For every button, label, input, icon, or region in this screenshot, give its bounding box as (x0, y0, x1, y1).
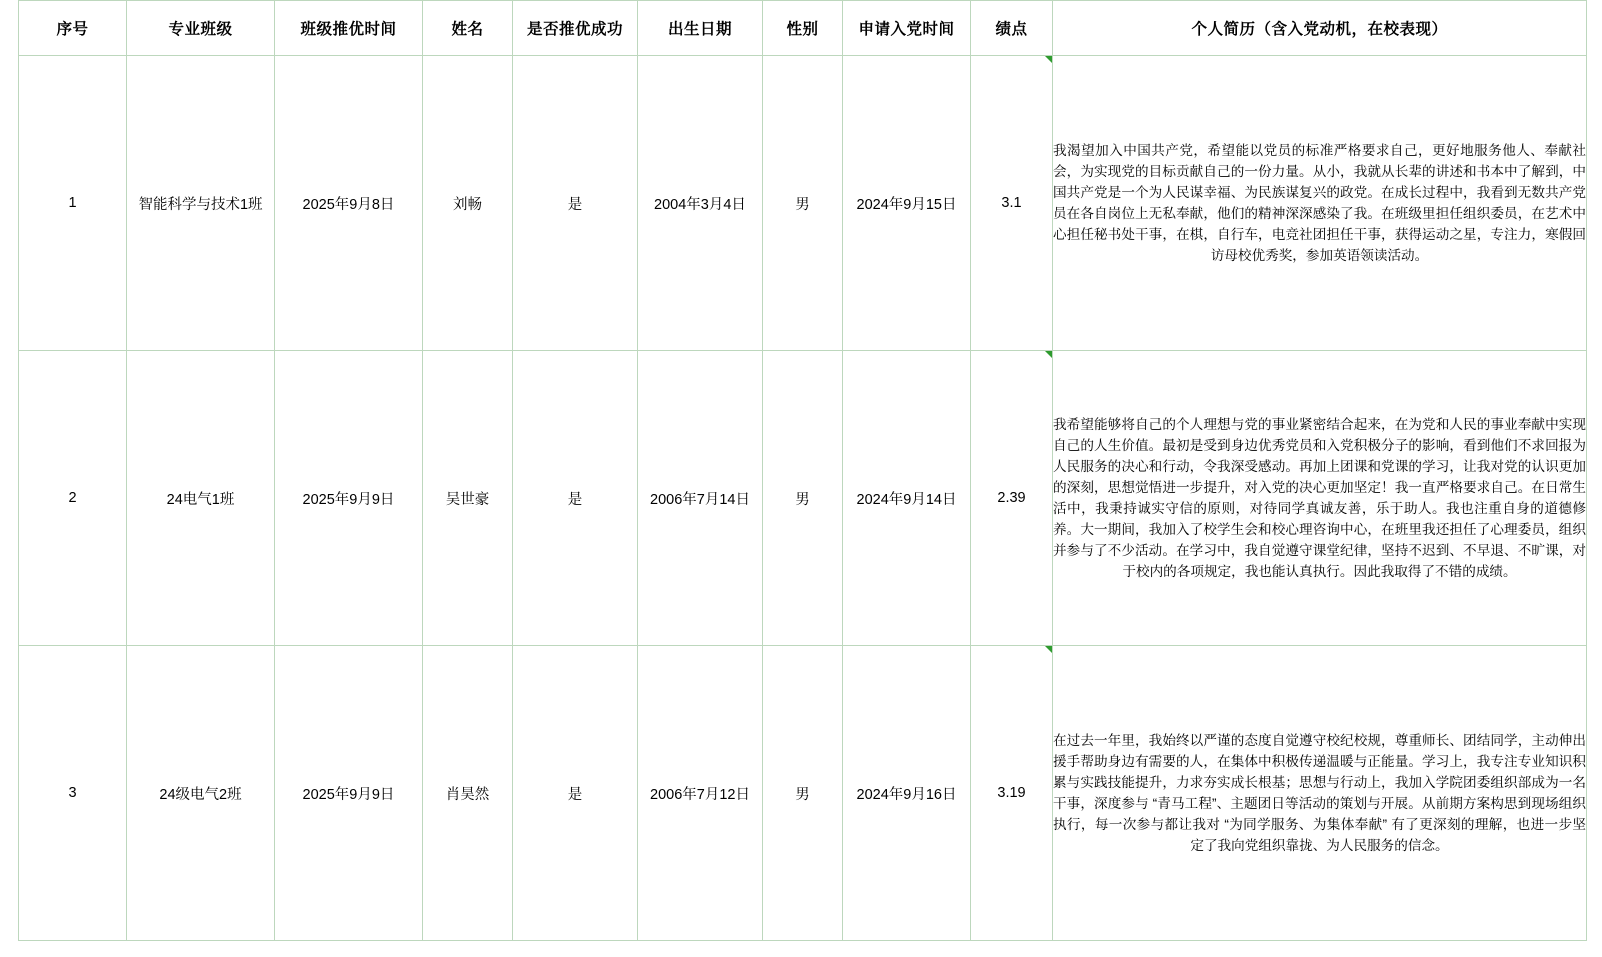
cell-gender[interactable]: 男 (763, 351, 843, 646)
cell-bio[interactable] (1053, 646, 1587, 941)
cell-index[interactable]: 2 (19, 351, 127, 646)
cell-success[interactable]: 是 (513, 351, 638, 646)
table-row[interactable] (19, 351, 1587, 646)
cell-gpa[interactable]: 3.1 (971, 56, 1053, 351)
column-header-success: 是否推优成功 (513, 1, 638, 56)
cell-name[interactable]: 吴世豪 (423, 351, 513, 646)
cell-apply-date[interactable]: 2024年9月16日 (843, 646, 971, 941)
cell-success[interactable]: 是 (513, 646, 638, 941)
column-header-index: 序号 (19, 1, 127, 56)
cell-class[interactable]: 智能科学与技术1班 (127, 56, 275, 351)
column-header-recommend-date: 班级推优时间 (275, 1, 423, 56)
column-header-class: 专业班级 (127, 1, 275, 56)
cell-gender[interactable]: 男 (763, 646, 843, 941)
cell-bio[interactable] (1053, 351, 1587, 646)
cell-class[interactable]: 24级电气2班 (127, 646, 275, 941)
cell-name[interactable]: 刘畅 (423, 56, 513, 351)
cell-gender[interactable]: 男 (763, 56, 843, 351)
cell-birth-date[interactable]: 2006年7月12日 (638, 646, 763, 941)
cell-apply-date[interactable]: 2024年9月14日 (843, 351, 971, 646)
cell-index[interactable]: 1 (19, 56, 127, 351)
table-row[interactable] (19, 646, 1587, 941)
column-header-gender: 性别 (763, 1, 843, 56)
cell-recommend-date[interactable]: 2025年9月9日 (275, 351, 423, 646)
cell-gpa[interactable]: 3.19 (971, 646, 1053, 941)
column-header-gpa: 绩点 (971, 1, 1053, 56)
column-header-birth-date: 出生日期 (638, 1, 763, 56)
bio-text: 我希望能够将自己的个人理想与党的事业紧密结合起来，在为党和人民的事业奉献中实现自己的人生价值。最初是受到身边优秀党员和入党积极分子的影响，看到他们不求回报为人民服务的决心和行动，令我深受感动。再加上团课和党课的学习，让我对党的认识更加的深刻，思想觉悟进一步提升，对入党的决心更加坚定！我一直严格要求自己。在日常生活中，我秉持诚实守信的原则，对待同学真诚友善，乐于助人。我也注重自身的道德修养。大一期间，我加入了校学生会和校心理咨询中心，在班里我还担任了心理委员，组织并参与了不少活动。在学习中，我自觉遵守课堂纪律，坚持不迟到、不早退、不旷课，对于校内的各项规定，我也能认真执行。因此我取得了不错的成绩。 (1053, 417, 1586, 579)
column-header-apply-date: 申请入党时间 (843, 1, 971, 56)
column-header-name: 姓名 (423, 1, 513, 56)
bio-text: 我渴望加入中国共产党，希望能以党员的标准严格要求自己，更好地服务他人、奉献社会，为实现党的目标贡献自己的一份力量。从小，我就从长辈的讲述和书本中了解到，中国共产党是一个为人民谋幸福、为民族谋复兴的政党。在成长过程中，我看到无数共产党员在各自岗位上无私奉献，他们的精神深深感染了我。在班级里担任组织委员，在艺术中心担任秘书处干事，在棋，自行车，电竞社团担任干事，获得运动之星，专注力，寒假回访母校优秀奖，参加英语领读活动。 (1053, 143, 1586, 263)
table-row[interactable] (19, 56, 1587, 351)
cell-bio[interactable] (1053, 56, 1587, 351)
cell-recommend-date[interactable]: 2025年9月9日 (275, 646, 423, 941)
party-recommendation-table (18, 0, 1587, 941)
table-header-row (19, 1, 1587, 56)
cell-class[interactable]: 24电气1班 (127, 351, 275, 646)
bio-text: 在过去一年里，我始终以严谨的态度自觉遵守校纪校规，尊重师长、团结同学，主动伸出援手帮助身边有需要的人，在集体中积极传递温暖与正能量。学习上，我专注专业知识积累与实践技能提升，力求夯实成长根基；思想与行动上，我加入学院团委组织部成为一名干事，深度参与 “青马工程”、主题团日等活动的策划与开展。从前期方案构思到现场组织执行，每一次参与都让我对 “为同学服务、为集体奉献” 有了更深刻的理解，也进一步坚定了我向党组织靠拢、为人民服务的信念。 (1053, 733, 1586, 853)
cell-index[interactable]: 3 (19, 646, 127, 941)
cell-birth-date[interactable]: 2006年7月14日 (638, 351, 763, 646)
column-header-bio: 个人简历（含入党动机，在校表现） (1053, 1, 1587, 56)
cell-success[interactable]: 是 (513, 56, 638, 351)
cell-name[interactable]: 肖昊然 (423, 646, 513, 941)
cell-apply-date[interactable]: 2024年9月15日 (843, 56, 971, 351)
cell-recommend-date[interactable]: 2025年9月8日 (275, 56, 423, 351)
cell-gpa[interactable]: 2.39 (971, 351, 1053, 646)
cell-birth-date[interactable]: 2004年3月4日 (638, 56, 763, 351)
